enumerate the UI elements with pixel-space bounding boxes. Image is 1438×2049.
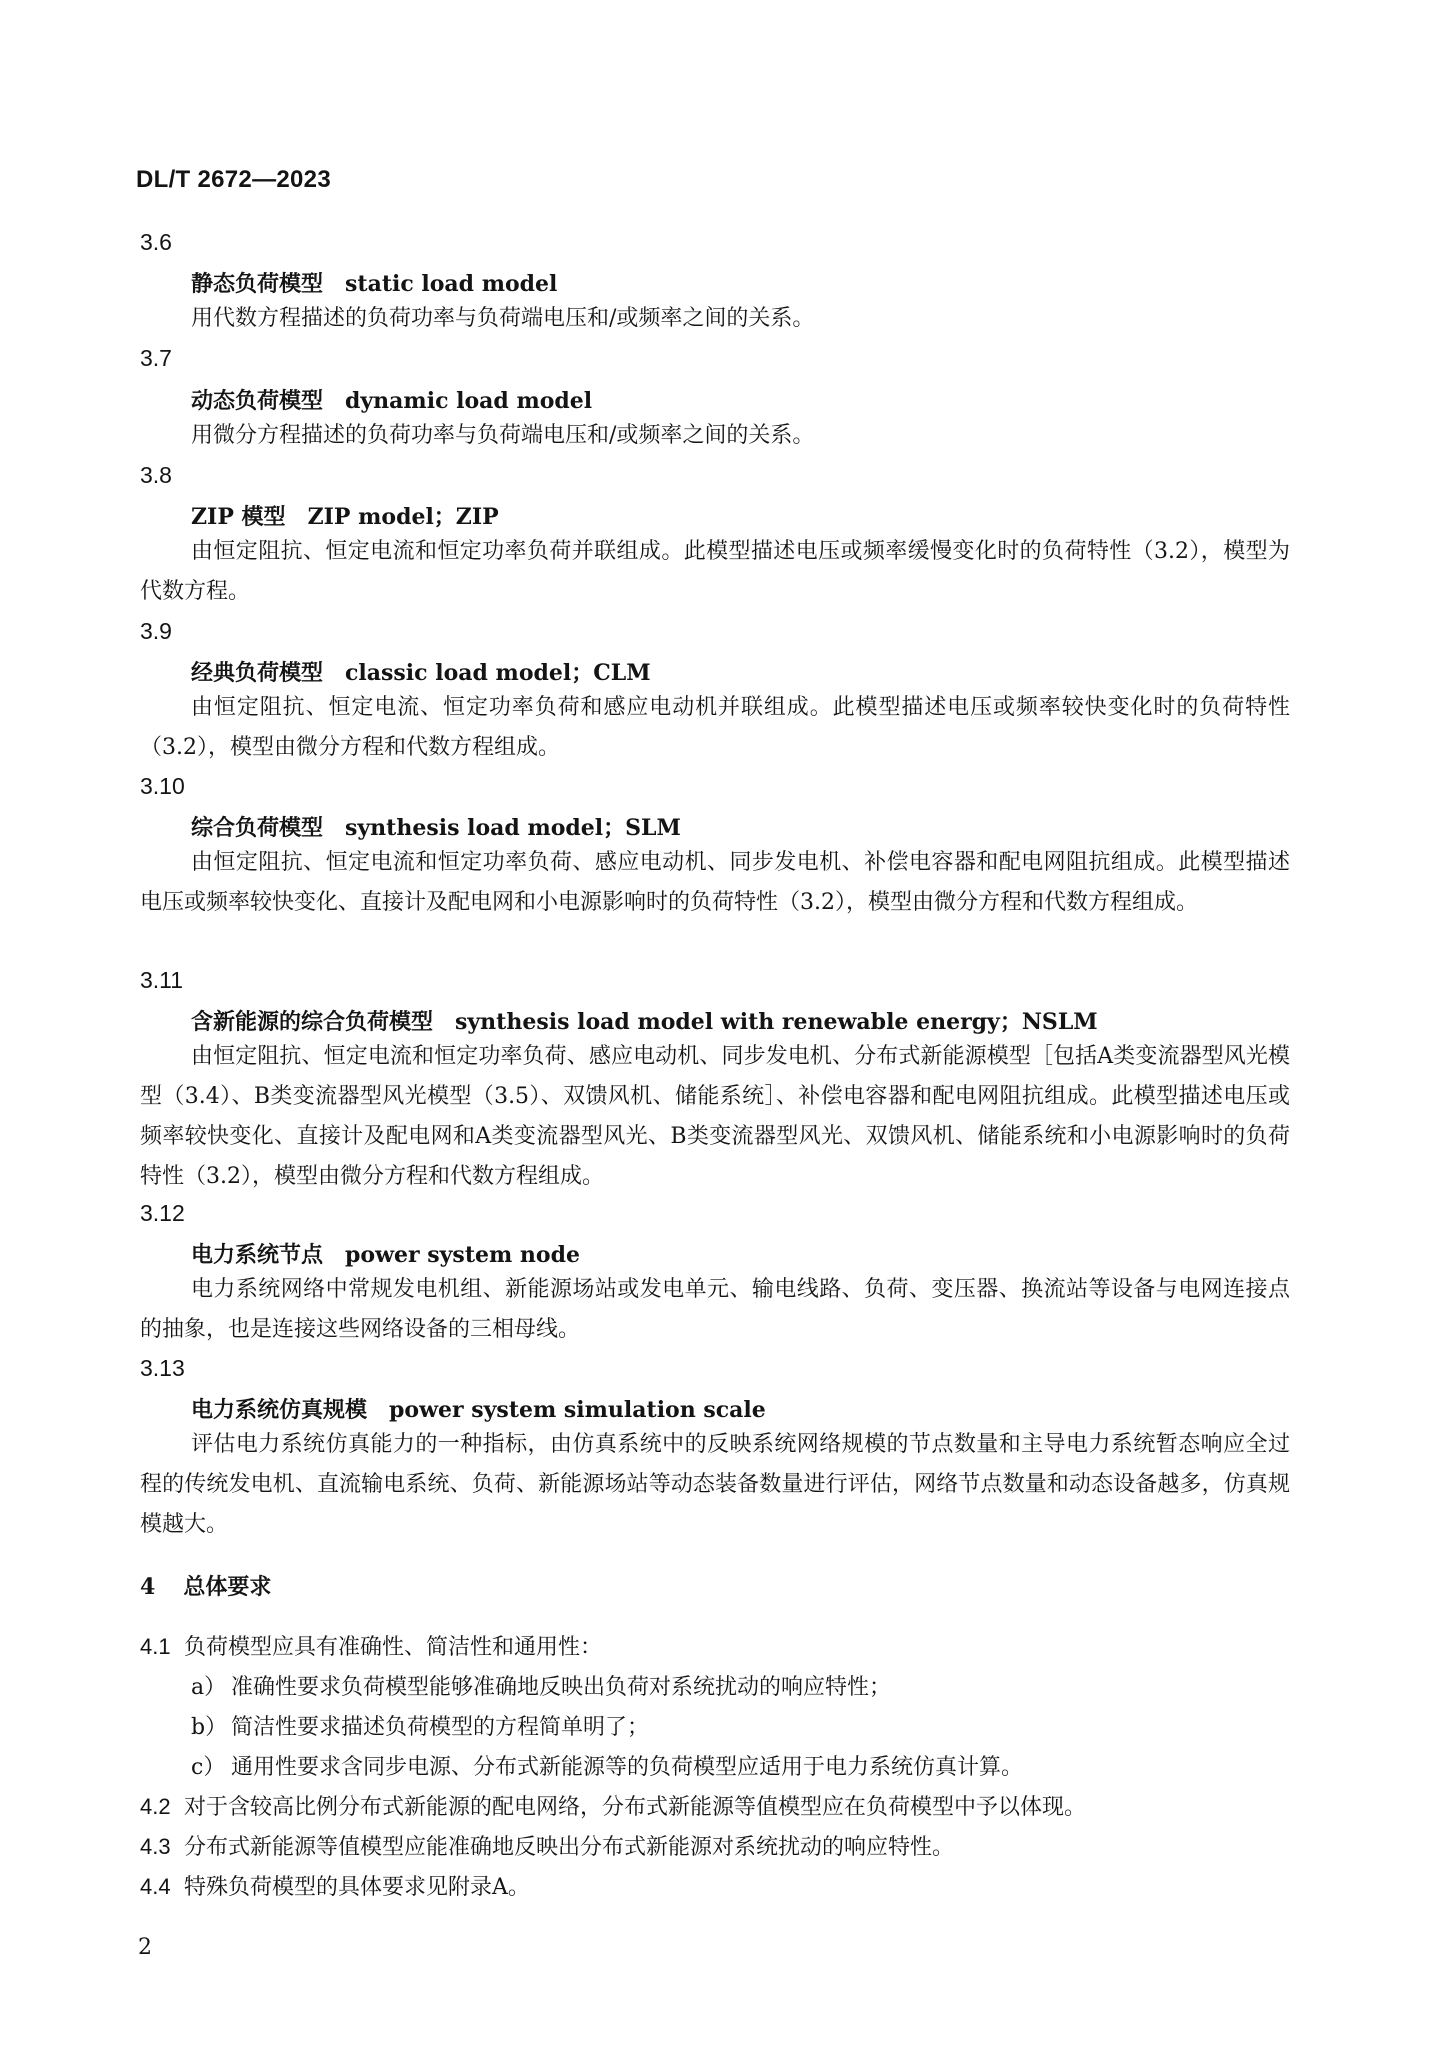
requirement-4-1 (140, 1630, 602, 1661)
list-item-text: 通用性要求含同步电源、分布式新能源等的负荷模型应适用于电力系统仿真计算。 (231, 1755, 1024, 1780)
list-item (191, 1750, 1023, 1781)
term-definition: 由恒定阻抗、恒定电流和恒定功率负荷、感应电动机、同步发电机、补偿电容器和配电网阻抗组成。此模型描述电压或频率较快变化、直接计及配电网和小电源影响时的负荷特性（3.2），模型由微分方程和代数方程组成。 (140, 850, 1290, 915)
requirement-text: 对于含较高比例分布式新能源的配电网络，分布式新能源等值模型应在负荷模型中予以体现。 (184, 1795, 1087, 1820)
term-definition: 由恒定阻抗、恒定电流、恒定功率负荷和感应电动机并联组成。此模型描述电压或频率较快变化时的负荷特性（3.2），模型由微分方程和代数方程组成。 (140, 695, 1290, 760)
requirement-4-2 (140, 1790, 1086, 1821)
list-item-label: a） (191, 1675, 227, 1700)
term-zh: 动态负荷模型 (191, 388, 324, 414)
term-definition: 电力系统网络中常规发电机组、新能源场站或发电单元、输电线路、负荷、变压器、换流站等设备与电网连接点的抽象，也是连接这些网络设备的三相母线。 (140, 1277, 1290, 1342)
term-en: power system node (345, 1242, 580, 1268)
term-en: synthesis load model with renewable energy；NSLM (455, 1009, 1098, 1035)
term-zh: 电力系统仿真规模 (191, 1397, 368, 1423)
term-en: classic load model；CLM (345, 660, 651, 686)
section-number: 4 (140, 1574, 156, 1600)
term-title (191, 1393, 766, 1424)
term-definition: 用微分方程描述的负荷功率与负荷端电压和/或频率之间的关系。 (191, 423, 815, 448)
section-heading (140, 1570, 271, 1601)
term-number: 3.7 (140, 345, 172, 371)
list-item (191, 1710, 649, 1741)
section-title: 总体要求 (183, 1574, 272, 1600)
term-number: 3.10 (140, 773, 185, 799)
requirement-number: 4.2 (140, 1794, 171, 1819)
term-number: 3.12 (140, 1200, 185, 1226)
term-en: synthesis load model；SLM (345, 815, 681, 841)
requirement-text: 特殊负荷模型的具体要求见附录A。 (184, 1875, 530, 1900)
requirement-4-4 (140, 1870, 530, 1901)
term-zh: 电力系统节点 (191, 1242, 324, 1268)
term-en: power system simulation scale (389, 1397, 766, 1423)
list-item (191, 1670, 891, 1701)
term-en: static load model (345, 271, 558, 297)
term-title (191, 1238, 580, 1269)
term-en: ZIP model；ZIP (307, 504, 499, 530)
requirement-text: 负荷模型应具有准确性、简洁性和通用性： (184, 1635, 603, 1660)
term-number: 3.13 (140, 1355, 185, 1381)
list-item-text: 准确性要求负荷模型能够准确地反映出负荷对系统扰动的响应特性； (231, 1675, 892, 1700)
term-title (191, 500, 499, 531)
term-zh: 综合负荷模型 (191, 815, 324, 841)
term-title (191, 1005, 1098, 1036)
term-en: dynamic load model (345, 388, 593, 414)
term-definition: 用代数方程描述的负荷功率与负荷端电压和/或频率之间的关系。 (191, 306, 815, 331)
page-number: 2 (138, 1935, 152, 1960)
requirement-number: 4.3 (140, 1834, 171, 1859)
term-definition: 由恒定阻抗、恒定电流和恒定功率负荷并联组成。此模型描述电压或频率缓慢变化时的负荷特性（3.2），模型为代数方程。 (140, 539, 1290, 604)
term-definition: 评估电力系统仿真能力的一种指标，由仿真系统中的反映系统网络规模的节点数量和主导电力系统暂态响应全过程的传统发电机、直流输电系统、负荷、新能源场站等动态装备数量进行评估，网络节点数量和动态设备越多，仿真规模越大。 (140, 1432, 1290, 1537)
list-item-text: 简洁性要求描述负荷模型的方程简单明了； (231, 1715, 650, 1740)
term-zh: ZIP 模型 (191, 504, 286, 530)
list-item-label: b） (191, 1715, 228, 1740)
standard-code: DL/T 2672—2023 (136, 166, 331, 193)
term-title (191, 267, 557, 298)
term-title (191, 384, 592, 415)
requirement-number: 4.1 (140, 1634, 171, 1659)
term-zh: 静态负荷模型 (191, 271, 324, 297)
requirement-number: 4.4 (140, 1874, 171, 1899)
term-number: 3.8 (140, 462, 172, 488)
requirement-4-3 (140, 1830, 954, 1861)
list-item-label: c） (191, 1755, 226, 1780)
term-zh: 经典负荷模型 (191, 660, 324, 686)
term-title (191, 656, 651, 687)
term-number: 3.9 (140, 618, 172, 644)
term-definition: 由恒定阻抗、恒定电流和恒定功率负荷、感应电动机、同步发电机、分布式新能源模型［包括A类变流器型风光模型（3.4）、B类变流器型风光模型（3.5）、双馈风机、储能系统］、补偿电容器和配电网阻抗组成。此模型描述电压或频率较快变化、直接计及配电网和A类变流器型风光、B类变流器型风光、双馈风机、储能系统和小电源影响时的负荷特性（3.2），模型由微分方程和代数方程组成。 (140, 1044, 1290, 1189)
requirement-text: 分布式新能源等值模型应能准确地反映出分布式新能源对系统扰动的响应特性。 (184, 1835, 955, 1860)
term-title (191, 811, 681, 842)
term-zh: 含新能源的综合负荷模型 (191, 1009, 434, 1035)
term-number: 3.11 (140, 967, 184, 993)
term-number: 3.6 (140, 229, 172, 255)
